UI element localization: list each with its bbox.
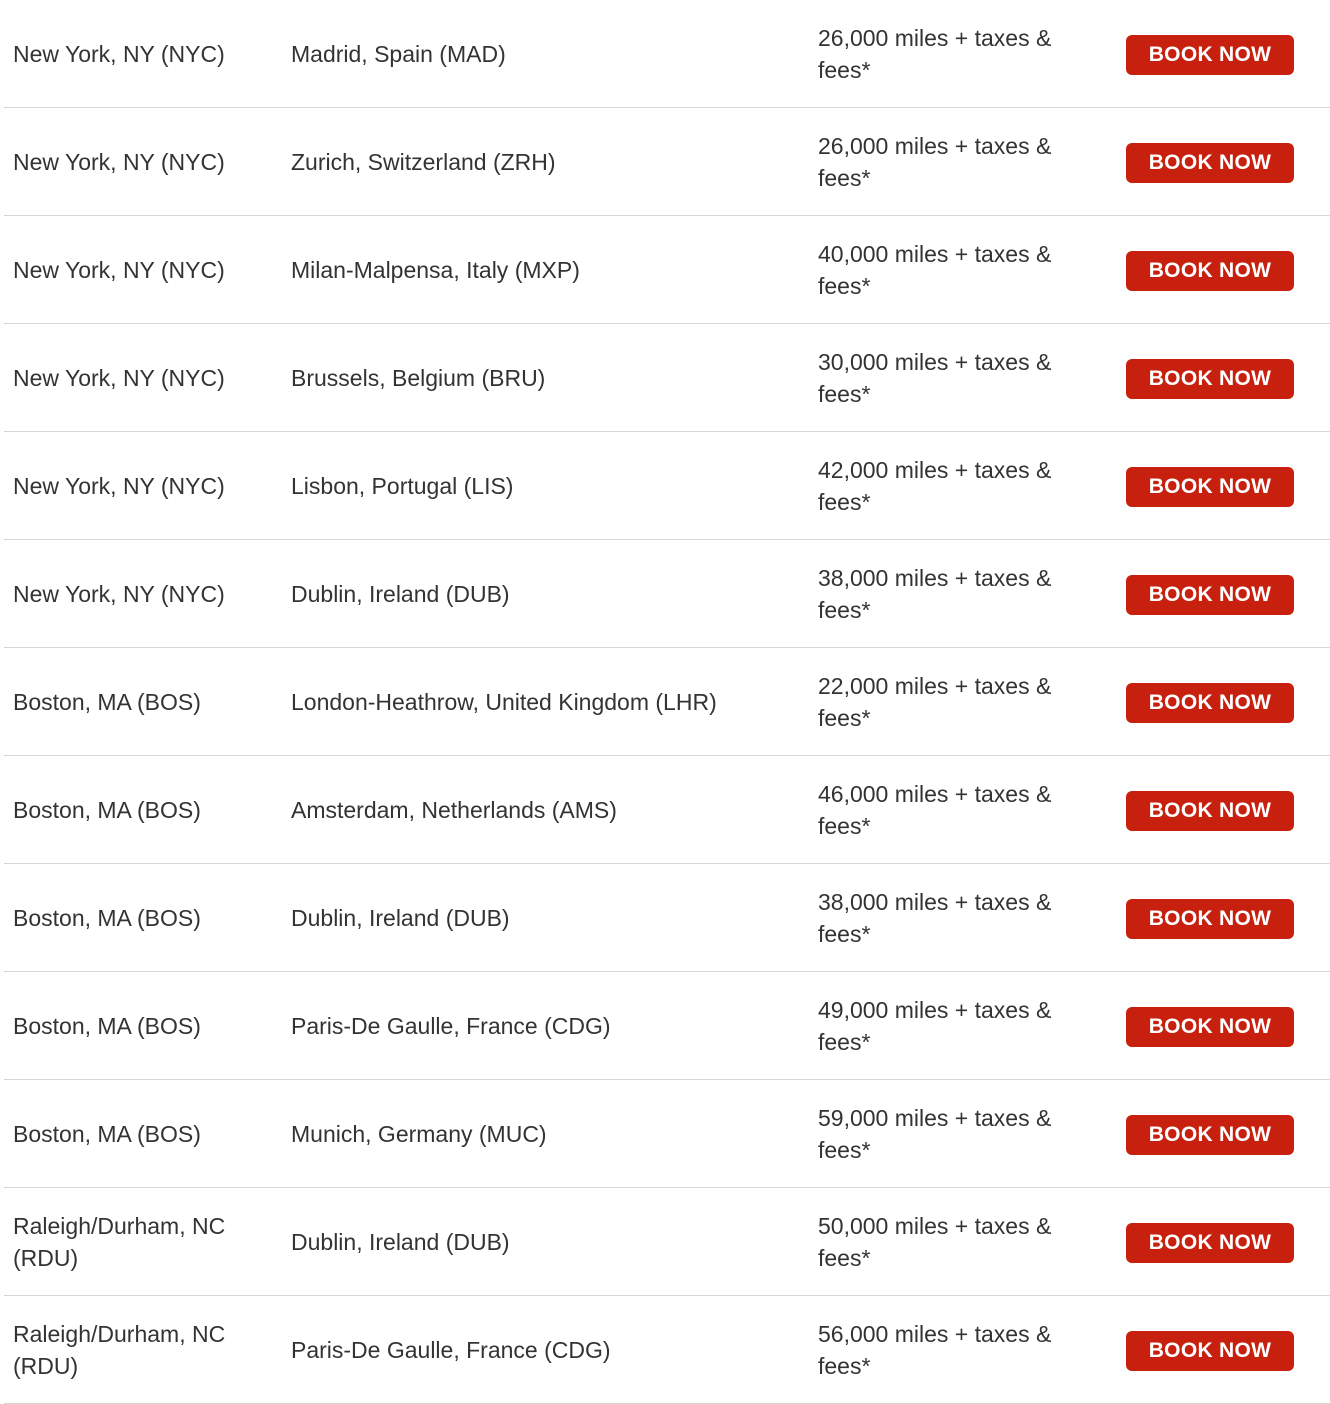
book-now-button[interactable]: BOOK NOW: [1126, 1223, 1294, 1263]
origin-city: New York, NY (NYC): [13, 40, 225, 67]
origin-city: Raleigh/Durham, NC (RDU): [13, 1212, 226, 1271]
book-now-button[interactable]: BOOK NOW: [1126, 1007, 1294, 1047]
destination-city: Lisbon, Portugal (LIS): [291, 472, 514, 499]
miles-fare: 38,000 miles + taxes & fees*: [818, 564, 1052, 623]
miles-fare: 46,000 miles + taxes & fees*: [818, 780, 1052, 839]
origin-city: Boston, MA (BOS): [13, 796, 201, 823]
table-row: [4, 0, 1330, 108]
miles-fare: 26,000 miles + taxes & fees*: [818, 24, 1052, 83]
origin-city: Boston, MA (BOS): [13, 1012, 201, 1039]
action-cell: [1126, 864, 1326, 971]
table-row: [4, 216, 1330, 324]
action-cell: [1126, 324, 1326, 431]
award-deals-table: [4, 0, 1330, 1404]
miles-fare: 38,000 miles + taxes & fees*: [818, 888, 1052, 947]
book-now-button[interactable]: BOOK NOW: [1126, 251, 1294, 291]
destination-city: Dublin, Ireland (DUB): [291, 904, 510, 931]
book-now-button[interactable]: BOOK NOW: [1126, 683, 1294, 723]
destination-city: Paris-De Gaulle, France (CDG): [291, 1012, 611, 1039]
book-now-button[interactable]: BOOK NOW: [1126, 1331, 1294, 1371]
table-row: [4, 864, 1330, 972]
table-row: [4, 324, 1330, 432]
action-cell: [1126, 540, 1326, 647]
miles-fare: 50,000 miles + taxes & fees*: [818, 1212, 1052, 1271]
origin-city: Raleigh/Durham, NC (RDU): [13, 1320, 226, 1379]
action-cell: [1126, 432, 1326, 539]
action-cell: [1126, 1296, 1326, 1403]
book-now-button[interactable]: BOOK NOW: [1126, 35, 1294, 75]
origin-city: New York, NY (NYC): [13, 580, 225, 607]
origin-city: Boston, MA (BOS): [13, 904, 201, 931]
book-now-button[interactable]: BOOK NOW: [1126, 791, 1294, 831]
origin-city: New York, NY (NYC): [13, 364, 225, 391]
table-row: [4, 756, 1330, 864]
table-row: [4, 1188, 1330, 1296]
miles-fare: 59,000 miles + taxes & fees*: [818, 1104, 1052, 1163]
table-row: [4, 648, 1330, 756]
action-cell: [1126, 1188, 1326, 1295]
miles-fare: 30,000 miles + taxes & fees*: [818, 348, 1052, 407]
destination-city: Madrid, Spain (MAD): [291, 40, 506, 67]
action-cell: [1126, 0, 1326, 107]
action-cell: [1126, 108, 1326, 215]
origin-city: New York, NY (NYC): [13, 256, 225, 283]
table-row: [4, 540, 1330, 648]
destination-city: Paris-De Gaulle, France (CDG): [291, 1336, 611, 1363]
table-row: [4, 972, 1330, 1080]
table-row: [4, 1080, 1330, 1188]
book-now-button[interactable]: BOOK NOW: [1126, 143, 1294, 183]
book-now-button[interactable]: BOOK NOW: [1126, 899, 1294, 939]
destination-city: Zurich, Switzerland (ZRH): [291, 148, 556, 175]
destination-city: London-Heathrow, United Kingdom (LHR): [291, 688, 717, 715]
book-now-button[interactable]: BOOK NOW: [1126, 575, 1294, 615]
miles-fare: 49,000 miles + taxes & fees*: [818, 996, 1052, 1055]
destination-city: Milan-Malpensa, Italy (MXP): [291, 256, 580, 283]
miles-fare: 22,000 miles + taxes & fees*: [818, 672, 1052, 731]
action-cell: [1126, 648, 1326, 755]
book-now-button[interactable]: BOOK NOW: [1126, 1115, 1294, 1155]
book-now-button[interactable]: BOOK NOW: [1126, 467, 1294, 507]
action-cell: [1126, 972, 1326, 1079]
destination-city: Dublin, Ireland (DUB): [291, 1228, 510, 1255]
miles-fare: 42,000 miles + taxes & fees*: [818, 456, 1052, 515]
destination-city: Dublin, Ireland (DUB): [291, 580, 510, 607]
miles-fare: 40,000 miles + taxes & fees*: [818, 240, 1052, 299]
destination-city: Amsterdam, Netherlands (AMS): [291, 796, 617, 823]
table-row: [4, 432, 1330, 540]
origin-city: Boston, MA (BOS): [13, 1120, 201, 1147]
destination-city: Brussels, Belgium (BRU): [291, 364, 546, 391]
action-cell: [1126, 216, 1326, 323]
destination-city: Munich, Germany (MUC): [291, 1120, 547, 1147]
action-cell: [1126, 1080, 1326, 1187]
miles-fare: 56,000 miles + taxes & fees*: [818, 1320, 1052, 1379]
table-row: [4, 1296, 1330, 1404]
table-row: [4, 108, 1330, 216]
action-cell: [1126, 756, 1326, 863]
miles-fare: 26,000 miles + taxes & fees*: [818, 132, 1052, 191]
origin-city: New York, NY (NYC): [13, 472, 225, 499]
origin-city: New York, NY (NYC): [13, 148, 225, 175]
book-now-button[interactable]: BOOK NOW: [1126, 359, 1294, 399]
origin-city: Boston, MA (BOS): [13, 688, 201, 715]
